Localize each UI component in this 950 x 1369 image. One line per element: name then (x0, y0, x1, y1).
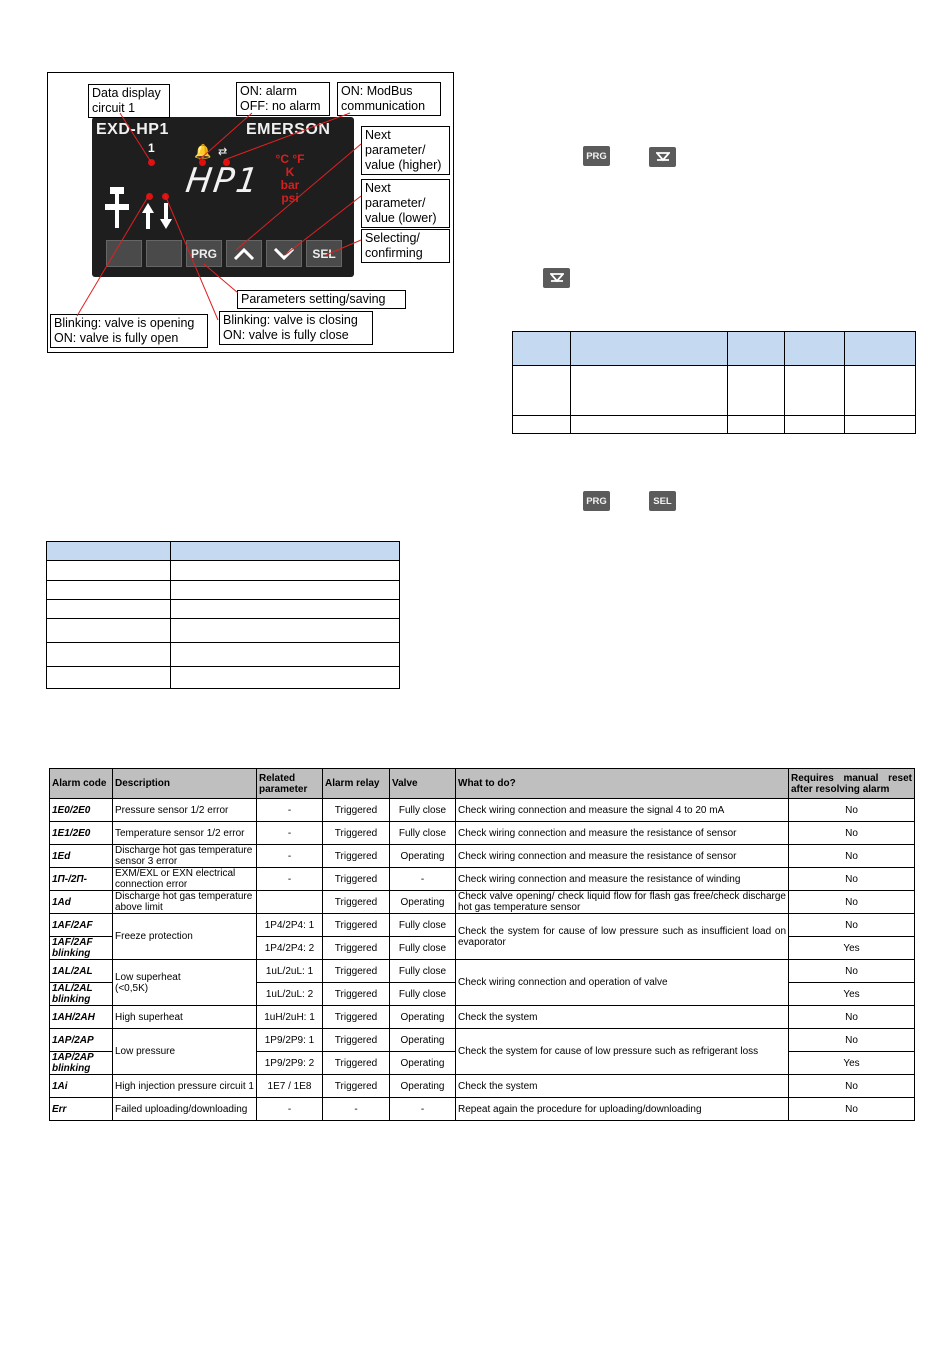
what-to-do: Repeat again the procedure for uploading/downloading (456, 1098, 789, 1121)
col-valve: Valve (390, 769, 456, 799)
alarm-code: 1Ed (50, 845, 113, 868)
alarm-description: High superheat (113, 1006, 257, 1029)
col-description: Description (113, 769, 257, 799)
alarm-code: 1AL/2AL blinking (50, 983, 113, 1006)
controller-figure (47, 72, 454, 353)
manual-reset: Yes (789, 983, 915, 1006)
valve-state: Operating (390, 1052, 456, 1075)
related-parameter (257, 891, 323, 914)
table-row (50, 799, 915, 822)
alarm-code: 1П-/2П- (50, 868, 113, 891)
related-parameter: 1P4/2P4: 2 (257, 937, 323, 960)
col-related-parameter: Related parameter (257, 769, 323, 799)
callout-alarm: ON: alarm OFF: no alarm (236, 82, 330, 116)
unit-labels (267, 153, 313, 205)
alarm-code: 1AH/2AH (50, 1006, 113, 1029)
alarm-code: 1Ad (50, 891, 113, 914)
alarm-description: Discharge hot gas temperature sensor 3 error (113, 845, 257, 868)
related-parameter: 1uL/2uL: 2 (257, 983, 323, 1006)
brand-label: EMERSON (246, 121, 331, 138)
alarm-description: Low pressure (113, 1029, 257, 1075)
alarm-relay: Triggered (323, 960, 390, 983)
related-parameter: 1E7 / 1E8 (257, 1075, 323, 1098)
callout-parameters: Parameters setting/saving (237, 290, 406, 309)
alarm-relay: Triggered (323, 1006, 390, 1029)
callout-closing: Blinking: valve is closing ON: valve is fully close (219, 311, 373, 345)
callout-opening: Blinking: valve is opening ON: valve is fully open (50, 314, 208, 348)
alarm-relay: Triggered (323, 891, 390, 914)
down-key-icon-2 (543, 268, 570, 288)
unit-bar: bar (280, 178, 300, 192)
table-row (50, 845, 915, 868)
alarm-description: Pressure sensor 1/2 error (113, 799, 257, 822)
opening-led (146, 193, 153, 200)
manual-reset: No (789, 1029, 915, 1052)
related-parameter: - (257, 1098, 323, 1121)
what-to-do: Check the system (456, 1006, 789, 1029)
up-button[interactable] (226, 240, 262, 267)
chevron-down-icon (273, 248, 295, 260)
alarm-code: 1E1/2E0 (50, 822, 113, 845)
manual-reset: No (789, 868, 915, 891)
circuit-number: 1 (148, 141, 155, 155)
empty-table-right (512, 331, 916, 434)
alarm-relay: Triggered (323, 937, 390, 960)
model-label: EXD-HP1 (96, 121, 169, 138)
what-to-do: Check wiring connection and operation of valve (456, 960, 789, 1006)
alarm-relay: Triggered (323, 1075, 390, 1098)
table-row (50, 891, 915, 914)
what-to-do: Check the system for cause of low pressure such as refrigerant loss (456, 1029, 789, 1075)
alarm-code: 1E0/2E0 (50, 799, 113, 822)
alarm-code: 1AF/2AF (50, 914, 113, 937)
alarm-code: 1AF/2AF blinking (50, 937, 113, 960)
alarm-table-header (50, 769, 915, 799)
col-manual-reset: Requires manual reset after resolving alarm (789, 769, 915, 799)
alarm-relay: Triggered (323, 983, 390, 1006)
alarm-relay: Triggered (323, 1052, 390, 1075)
manual-reset: No (789, 799, 915, 822)
prg-key-icon: PRG (583, 146, 610, 166)
prg-key-icon-2: PRG (583, 491, 610, 511)
alarm-description: High injection pressure circuit 1 (113, 1075, 257, 1098)
controller-front-panel (92, 117, 354, 277)
circuit-led (148, 159, 155, 166)
alarm-description: Temperature sensor 1/2 error (113, 822, 257, 845)
alarm-description: Low superheat (<0,5K) (113, 960, 257, 1006)
what-to-do: Check valve opening/ check liquid flow for flash gas free/check discharge hot gas temperature sensor (456, 891, 789, 914)
valve-state: Operating (390, 845, 456, 868)
alarm-relay: - (323, 1098, 390, 1121)
callout-modbus: ON: ModBus communication (337, 82, 441, 116)
blank-button-1[interactable] (106, 240, 142, 267)
table-row (50, 1098, 915, 1121)
alarm-relay: Triggered (323, 822, 390, 845)
manual-reset: No (789, 960, 915, 983)
related-parameter: 1uH/2uH: 1 (257, 1006, 323, 1029)
valve-state: Operating (390, 1029, 456, 1052)
bell-icon: 🔔 (194, 143, 212, 159)
callout-next-lower: Next parameter/ value (lower) (361, 179, 450, 228)
manual-reset: No (789, 1075, 915, 1098)
alarm-code: 1AP/2AP (50, 1029, 113, 1052)
col-what-to-do: What to do? (456, 769, 789, 799)
alarm-table (49, 768, 915, 1121)
alarm-code: 1Ai (50, 1075, 113, 1098)
what-to-do: Check wiring connection and measure the resistance of sensor (456, 845, 789, 868)
manual-reset: No (789, 1006, 915, 1029)
alarm-description: Freeze protection (113, 914, 257, 960)
valve-state: Fully close (390, 799, 456, 822)
table-row (50, 868, 915, 891)
related-parameter: - (257, 845, 323, 868)
valve-icon (102, 185, 132, 231)
manual-reset: No (789, 891, 915, 914)
sel-button[interactable]: SEL (306, 240, 342, 267)
valve-state: Fully close (390, 983, 456, 1006)
unit-temp: °C °F (275, 152, 305, 166)
table-row (50, 1006, 915, 1029)
unit-psi: psi (281, 191, 299, 205)
valve-state: - (390, 868, 456, 891)
table-row (50, 960, 915, 983)
alarm-relay: Triggered (323, 1029, 390, 1052)
related-parameter: - (257, 868, 323, 891)
manual-reset: No (789, 1098, 915, 1121)
blank-button-2[interactable] (146, 240, 182, 267)
down-key-icon (649, 147, 676, 167)
callout-data-display: Data display circuit 1 (88, 84, 170, 118)
alarm-description: Discharge hot gas temperature above limit (113, 891, 257, 914)
alarm-code: 1AL/2AL (50, 960, 113, 983)
what-to-do: Check wiring connection and measure the resistance of winding (456, 868, 789, 891)
related-parameter: - (257, 799, 323, 822)
related-parameter: 1uL/2uL: 1 (257, 960, 323, 983)
manual-reset: No (789, 822, 915, 845)
alarm-relay: Triggered (323, 799, 390, 822)
unit-k: K (285, 165, 295, 179)
table-row (50, 822, 915, 845)
alarm-relay: Triggered (323, 868, 390, 891)
related-parameter: 1P4/2P4: 1 (257, 914, 323, 937)
alarm-description: EXM/EXL or EXN electrical connection error (113, 868, 257, 891)
callout-next-higher: Next parameter/ value (higher) (361, 126, 450, 175)
valve-state: Fully close (390, 960, 456, 983)
valve-state: Fully close (390, 914, 456, 937)
prg-button[interactable]: PRG (186, 240, 222, 267)
manual-reset: No (789, 914, 915, 937)
col-alarm-relay: Alarm relay (323, 769, 390, 799)
modbus-icon: ⇄ (218, 146, 228, 158)
main-display: HP1 (183, 161, 263, 201)
related-parameter: 1P9/2P9: 1 (257, 1029, 323, 1052)
down-button[interactable] (266, 240, 302, 267)
manual-reset: Yes (789, 937, 915, 960)
table-row (50, 914, 915, 937)
what-to-do: Check the system for cause of low pressure such as insufficient load on evaporator (456, 914, 789, 960)
empty-table-left (46, 541, 400, 689)
sel-key-icon: SEL (649, 491, 676, 511)
manual-reset: Yes (789, 1052, 915, 1075)
alarm-code: 1AP/2AP blinking (50, 1052, 113, 1075)
open-close-arrows-icon (140, 201, 176, 231)
what-to-do: Check wiring connection and measure the signal 4 to 20 mA (456, 799, 789, 822)
col-alarm-code: Alarm code (50, 769, 113, 799)
chevron-up-icon (233, 248, 255, 260)
manual-reset: No (789, 845, 915, 868)
table-row (50, 1075, 915, 1098)
valve-state: - (390, 1098, 456, 1121)
related-parameter: 1P9/2P9: 2 (257, 1052, 323, 1075)
valve-state: Fully close (390, 822, 456, 845)
valve-state: Fully close (390, 937, 456, 960)
alarm-code: Err (50, 1098, 113, 1121)
alarm-relay: Triggered (323, 914, 390, 937)
closing-led (162, 193, 169, 200)
related-parameter: - (257, 822, 323, 845)
callout-selecting: Selecting/ confirming (361, 229, 450, 263)
valve-state: Operating (390, 891, 456, 914)
what-to-do: Check the system (456, 1075, 789, 1098)
table-row (50, 1029, 915, 1052)
valve-state: Operating (390, 1075, 456, 1098)
alarm-description: Failed uploading/downloading (113, 1098, 257, 1121)
what-to-do: Check wiring connection and measure the resistance of sensor (456, 822, 789, 845)
valve-state: Operating (390, 1006, 456, 1029)
alarm-relay: Triggered (323, 845, 390, 868)
